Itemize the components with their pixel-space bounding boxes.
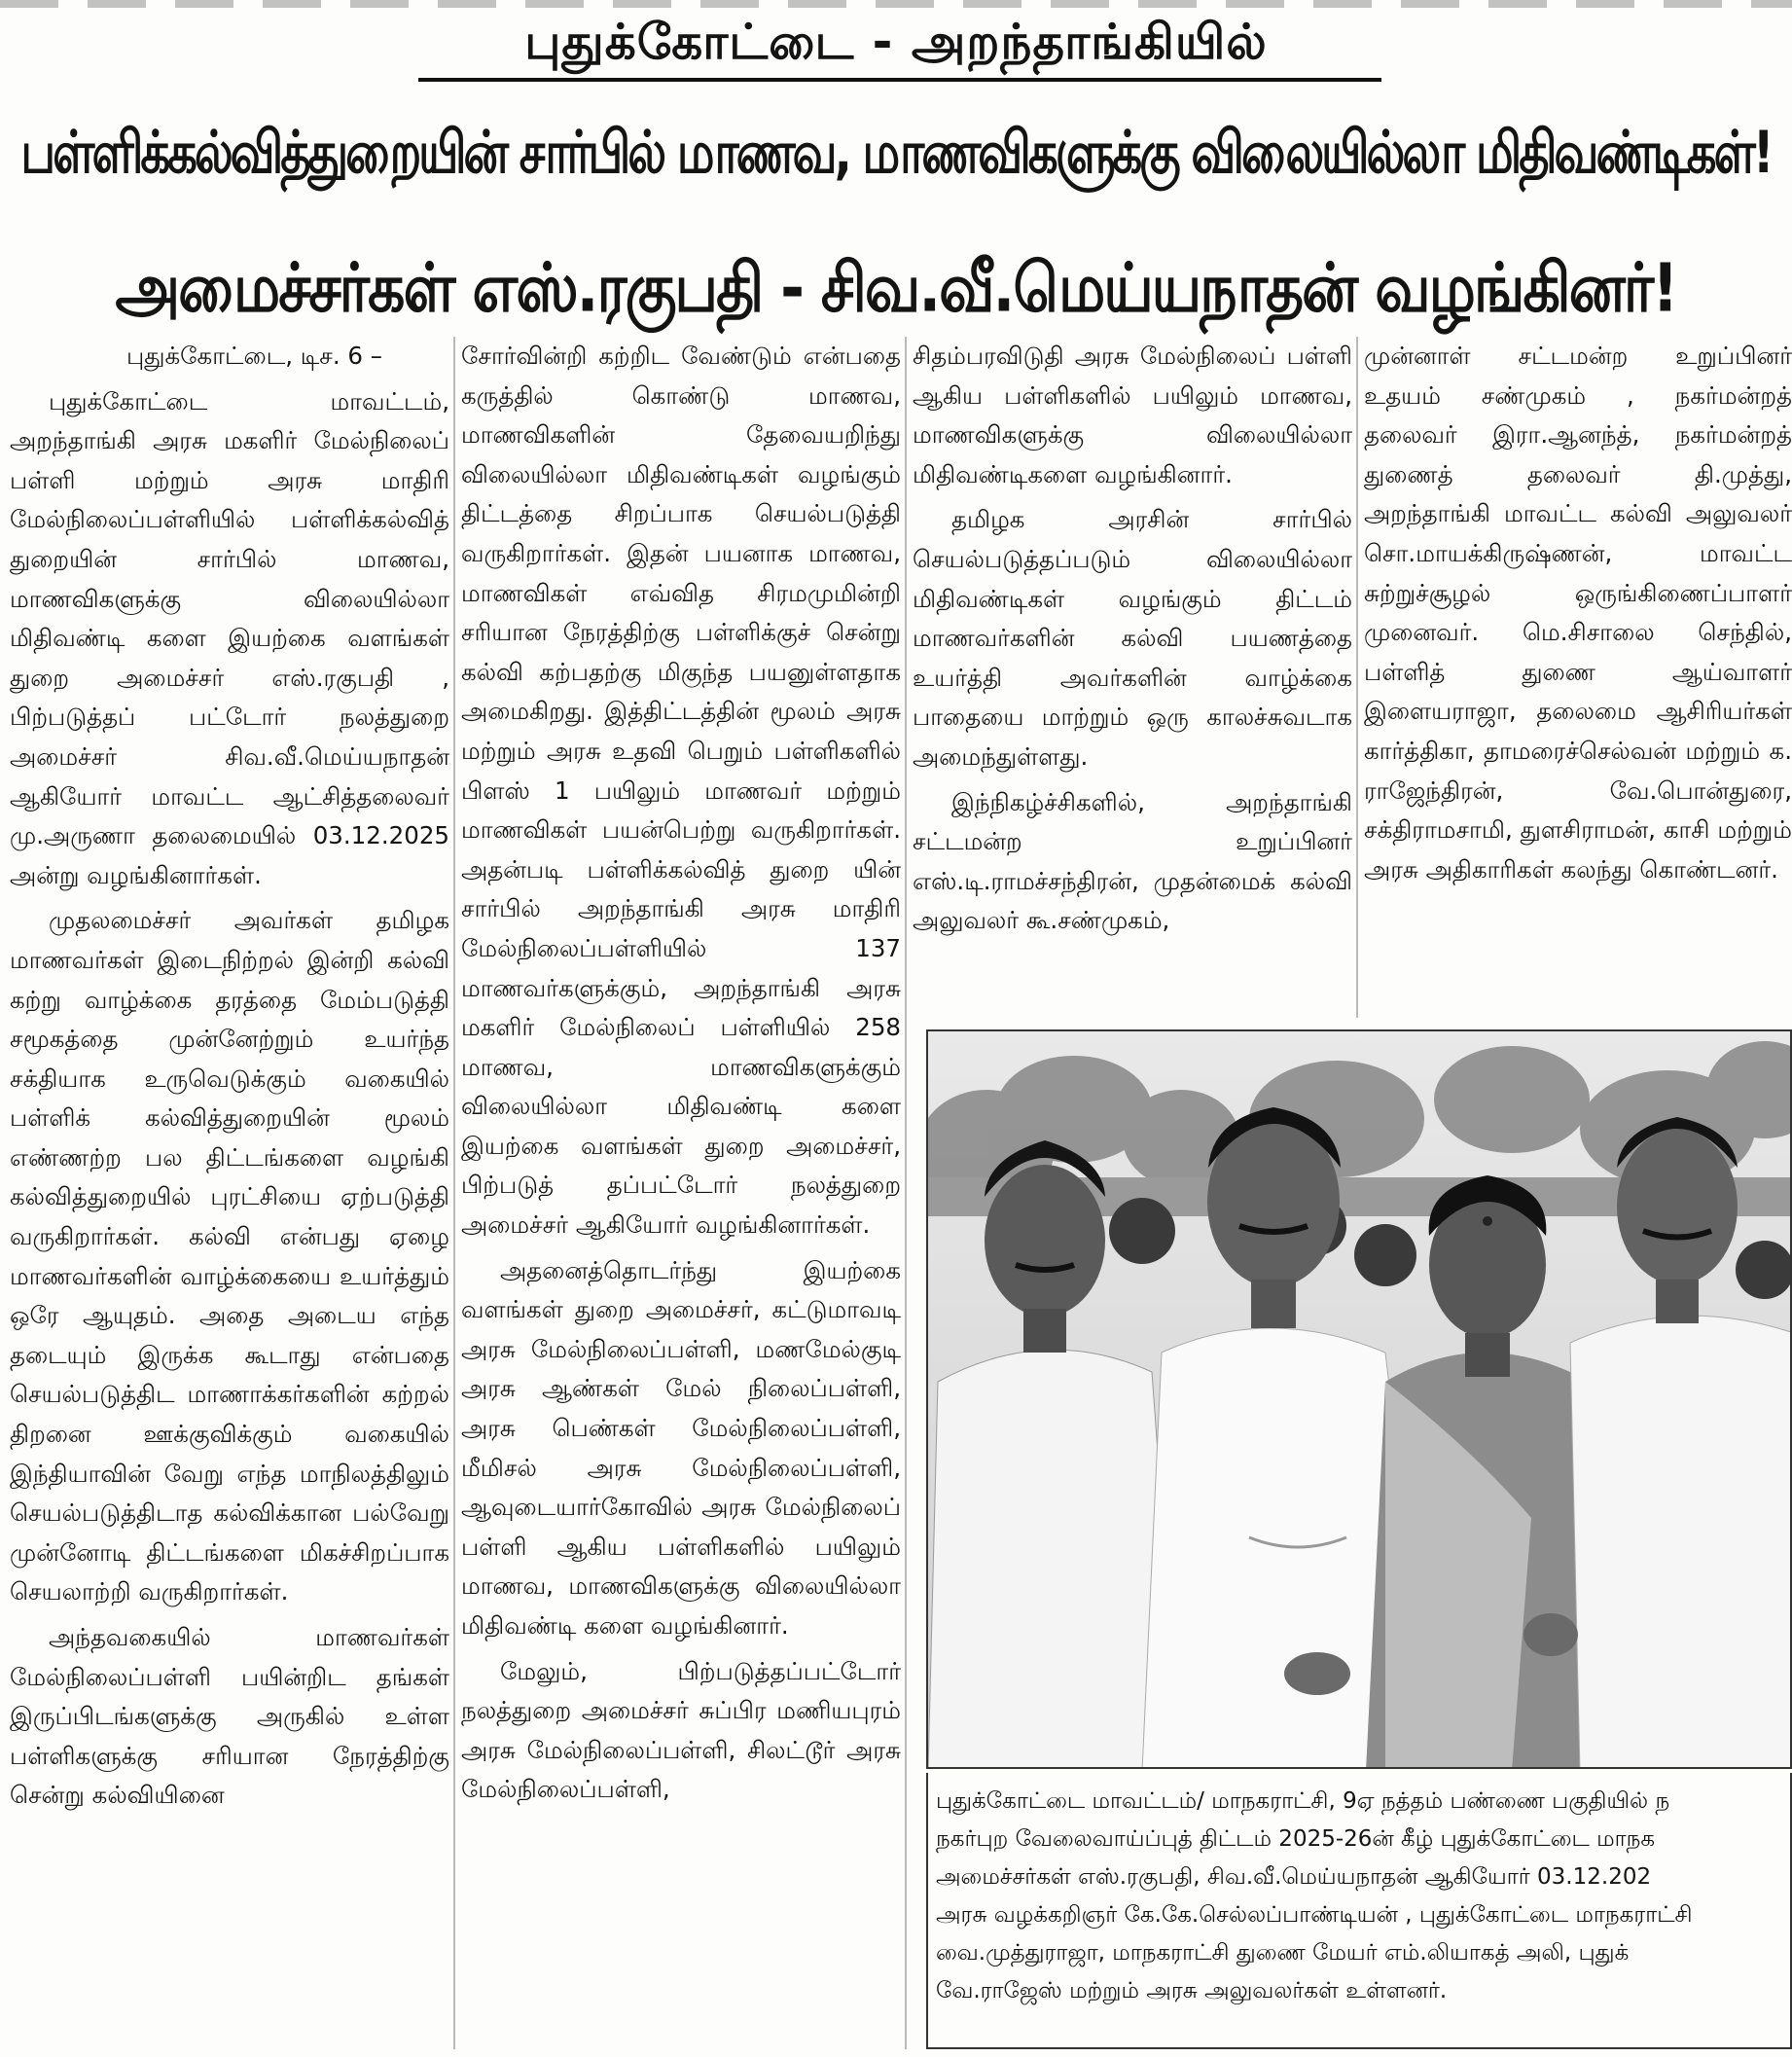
news-photo — [926, 1029, 1792, 1769]
article-column-2 — [461, 337, 901, 1816]
sub-headline: அமைச்சர்கள் எஸ்.ரகுபதி - சிவ.வீ.மெய்யநாதன் வழங்கினர்! — [115, 249, 1677, 328]
caption-line: நகர்புற வேலைவாய்ப்புத் திட்டம் 2025-26ன் கீழ் புதுக்கோட்டை மாநக — [936, 1826, 1656, 1852]
paragraph: தமிழக அரசின் சார்பில் செயல்படுத்தப்படும் விலையில்லா மிதிவண்டிகள் வழங்கும் திட்டம் மாணவர்களின் கல்வி பயணத்தை உயர்த்தி அவர்களின் வாழ்க்கை பாதையை மாற்றும் ஒரு காலச்சுவடாக அமைந்துள்ளது. — [913, 505, 1352, 771]
caption-line: வே.ராஜேஸ் மற்றும் அரசு அலுவலர்கள் உள்ளனர். — [936, 1978, 1448, 2003]
column-divider — [1356, 337, 1358, 1018]
caption-line: அமைச்சர்கள் எஸ்.ரகுபதி, சிவ.வீ.மெய்யநாதன் ஆகியோர் 03.12.202 — [936, 1864, 1652, 1890]
caption-line: அரசு வழக்கறிஞர் கே.கே.செல்லப்பாண்டியன் , புதுக்கோட்டை மாநகராட்சி — [936, 1902, 1693, 1928]
paragraph: இந்நிகழ்ச்சிகளில், அறந்தாங்கி சட்டமன்ற உறுப்பினர் எஸ்.டி.ராமச்சந்திரன், முதன்மைக் கல்வி அலுவலர் கூ.சண்முகம், — [913, 787, 1352, 935]
top-edge-strip — [0, 0, 1792, 8]
article-column-1 — [10, 337, 449, 1822]
paragraph: மேலும், பிற்படுத்தப்பட்டோர் நலத்துறை அமைச்சர் சுப்பிர மணியபுரம் அரசு மேல்நிலைப்பள்ளி, சிலட்டூர் அரசு மேல்நிலைப்பள்ளி, — [461, 1656, 901, 1804]
kicker-heading: புதுக்கோட்டை - அறந்தாங்கியில் — [524, 14, 1268, 70]
paragraph: முன்னாள் சட்டமன்ற உறுப்பினர் உதயம் சண்முகம் , நகர்மன்றத் தலைவர் இரா.ஆனந்த், நகர்மன்றத் துணைத் தலைவர் தி.முத்து, அறந்தாங்கி மாவட்ட கல்வி அலுவலர் சொ.மாயக்கிருஷ்ணன், மாவட்ட சுற்றுச்சூழல் ஒருங்கிணைப்பாளர் முனைவர். மெ.சிசாலை செந்தில், பள்ளித் துணை ஆய்வாளர் இளையராஜா, தலைமை ஆசிரியர்கள் கார்த்திகா, தாமரைச்செல்வன் மற்றும் க. ராஜேந்திரன், வே.பொன்துரை, சக்திராமசாமி, துளசிராமன், காசி மற்றும் அரசு அதிகாரிகள் கலந்து கொண்டனர். — [1364, 342, 1792, 884]
article-column-4 — [1364, 337, 1792, 895]
kicker-underline — [418, 78, 1381, 82]
paragraph: புதுக்கோட்டை மாவட்டம், அறந்தாங்கி அரசு மகளிர் மேல்நிலைப் பள்ளி மற்றும் அரசு மாதிரி மேல்நிலைப்பள்ளியில் பள்ளிக்கல்வித் துறையின் சார்பில் மாணவ, மாணவிகளுக்கு விலையில்லா மிதிவண்டி களை இயற்கை வளங்கள் துறை அமைச்சர் எஸ்.ரகுபதி , பிற்படுத்தப் பட்டோர் நலத்துறை அமைச்சர் சிவ.வீ.மெய்யநாதன் ஆகியோர் மாவட்ட ஆட்சித்தலைவர் மு.அருணா தலைமையில் 03.12.2025 அன்று வழங்கினார்கள். — [10, 386, 449, 889]
column-divider — [453, 337, 455, 2049]
main-headline: பள்ளிக்கல்வித்துறையின் சார்பில் மாணவ, மாணவிகளுக்கு விலையில்லா மிதிவண்டிகள்! — [20, 119, 1772, 187]
paragraph: அந்தவகையில் மாணவர்கள் மேல்நிலைப்பள்ளி பயின்றிட தங்கள் இருப்பிடங்களுக்கு அருகில் உள்ள பள்ளிகளுக்கு சரியான நேரத்திற்கு சென்று கல்வியினை — [10, 1623, 449, 1810]
caption-line: வை.முத்துராஜா, மாநகராட்சி துணை மேயர் எம்.லியாகத் அலி, புதுக் — [936, 1940, 1630, 1966]
paragraph: முதலமைச்சர் அவர்கள் தமிழக மாணவர்கள் இடைநிற்றல் இன்றி கல்வி கற்று வாழ்க்கை தரத்தை மேம்படுத்தி சமூகத்தை முன்னேற்றும் உயர்ந்த சக்தியாக உருவெடுக்கும் வகையில் பள்ளிக் கல்வித்துறையின் மூலம் எண்ணற்ற பல திட்டங்களை வழங்கி கல்வித்துறையில் புரட்சியை ஏற்படுத்தி வருகிறார்கள். கல்வி என்பது ஏழை மாணவர்களின் வாழ்க்கையை உயர்த்தும் ஒரே ஆயுதம். அதை அடைய எந்த தடையும் இருக்க கூடாது என்பதை செயல்படுத்திட மாணாக்கர்களின் கற்றல் திறனை ஊக்குவிக்கும் வகையில் இந்தியாவின் வேறு எந்த மாநிலத்திலும் செயல்படுத்திடாத கல்விக்கான பல்வேறு முன்னோடி திட்டங்களை மிகச்சிறப்பாக செயலாற்றி வருகிறார்கள். — [10, 906, 449, 1606]
paragraph: சோர்வின்றி கற்றிட வேண்டும் என்பதை கருத்தில் கொண்டு மாணவ, மாணவிகளின் தேவையறிந்து விலையில்லா மிதிவண்டிகள் வழங்கும் திட்டத்தை சிறப்பாக செயல்படுத்தி வருகிறார்கள். இதன் பயனாக மாணவ, மாணவிகள் எவ்வித சிரமமுமின்றி சரியான நேரத்திற்கு பள்ளிக்குச் சென்று கல்வி கற்பதற்கு மிகுந்த பயனுள்ளதாக அமைகிறது. இத்திட்டத்தின் மூலம் அரசு மற்றும் அரசு உதவி பெறும் பள்ளிகளில் பிளஸ் 1 பயிலும் மாணவர் மற்றும் மாணவிகள் பயன்பெற்று வருகிறார்கள். அதன்படி பள்ளிக்கல்வித் துறை யின் சார்பில் அறந்தாங்கி அரசு மாதிரி மேல்நிலைப்பள்ளியில் 137 மாணவர்களுக்கும், அறந்தாங்கி அரசு மகளிர் மேல்நிலைப் பள்ளியில் 258 மாணவ, மாணவிகளுக்கும் விலையில்லா மிதிவண்டி களை இயற்கை வளங்கள் துறை அமைச்சர், பிற்படுத் தப்பட்டோர் நலத்துறை அமைச்சர் ஆகியோர் வழங்கினார்கள். — [461, 342, 901, 1240]
paragraph: சிதம்பரவிடுதி அரசு மேல்நிலைப் பள்ளி ஆகிய பள்ளிகளில் பயிலும் மாணவ, மாணவிகளுக்கு விலையில்லா மிதிவண்டிகளை வழங்கினார். — [913, 342, 1352, 488]
column-divider — [905, 337, 907, 2049]
article-column-3 — [913, 337, 1352, 947]
paragraph: அதனைத்தொடர்ந்து இயற்கை வளங்கள் துறை அமைச்சர், கட்டுமாவடி அரசு மேல்நிலைப்பள்ளி, மணமேல்குடி அரசு ஆண்கள் மேல் நிலைப்பள்ளி, அரசு பெண்கள் மேல்நிலைப்பள்ளி, மீமிசல் அரசு மேல்நிலைப்பள்ளி, ஆவுடையார்கோவில் அரசு மேல்நிலைப் பள்ளி ஆகிய பள்ளிகளில் பயிலும் மாணவ, மாணவிகளுக்கு விலையில்லா மிதிவண்டி களை வழங்கினார். — [461, 1255, 901, 1640]
caption-line: புதுக்கோட்டை மாவட்டம்/ மாநகராட்சி, 9ஏ நத்தம் பண்ணை பகுதியில் ந — [936, 1788, 1670, 1814]
photo-caption — [926, 1773, 1792, 2049]
dateline: புதுக்கோட்டை, டிச. 6 – — [126, 342, 383, 370]
